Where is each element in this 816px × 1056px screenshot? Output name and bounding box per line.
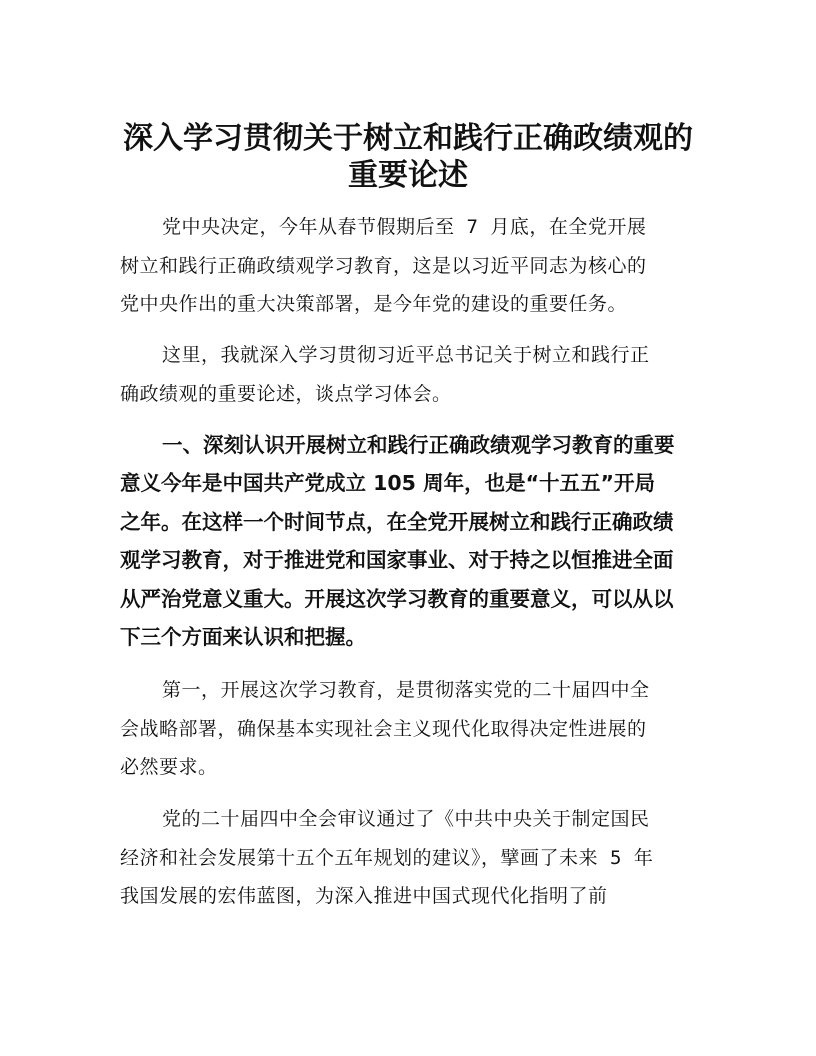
paragraph-line: 观学习教育，对于推进党和国家事业、对于持之以恒推进全面 xyxy=(120,548,674,573)
paragraph-1 xyxy=(120,208,696,324)
paragraph-line: 从严治党意义重大。开展这次学习教育的重要意义，可以从以 xyxy=(120,586,674,611)
paragraph-line: 之年。在这样一个时间节点，在全党开展树立和践行正确政绩 xyxy=(120,509,674,534)
paragraph-line: 党的二十届四中全会审议通过了《中共中央关于制定国民 xyxy=(162,808,650,830)
paragraph-2 xyxy=(120,336,696,413)
paragraph-line: 下三个方面来认识和把握。 xyxy=(120,625,366,650)
paragraph-line: 我国发展的宏伟蓝图，为深入推进中国式现代化指明了前 xyxy=(120,885,608,907)
paragraph-line: 一、深刻认识开展树立和践行正确政绩观学习教育的重要 xyxy=(162,433,675,457)
paragraph-line: 会战略部署，确保基本实现社会主义现代化取得决定性进展的 xyxy=(120,717,647,740)
paragraph-5 xyxy=(120,800,696,916)
paragraph-line: 必然要求。 xyxy=(120,756,218,778)
paragraph-line: 意义今年是中国共产党成立 105 周年，也是“十五五”开局 xyxy=(120,471,656,496)
paragraph-line: 党中央决定，今年从春节假期后至 7 月底，在全党开展 xyxy=(162,216,647,238)
paragraph-line: 树立和践行正确政绩观学习教育，这是以习近平同志为核心的 xyxy=(120,254,647,277)
paragraph-line: 第一，开展这次学习教育，是贯彻落实党的二十届四中全 xyxy=(162,679,650,701)
paragraph-line: 确政绩观的重要论述，谈点学习体会。 xyxy=(120,382,452,405)
document-title-line-1: 深入学习贯彻关于树立和践行正确政绩观的 xyxy=(123,121,693,156)
paragraph-line: 这里，我就深入学习贯彻习近平总书记关于树立和践行正 xyxy=(162,344,650,366)
paragraph-4 xyxy=(120,671,696,787)
section-heading-paragraph xyxy=(120,426,696,656)
document-title-line-2: 重要论述 xyxy=(348,158,468,193)
paragraph-line: 经济和社会发展第十五个五年规划的建议》，擘画了未来 5 年 xyxy=(120,846,654,869)
paragraph-line: 党中央作出的重大决策部署，是今年党的建设的重要任务。 xyxy=(120,293,628,315)
